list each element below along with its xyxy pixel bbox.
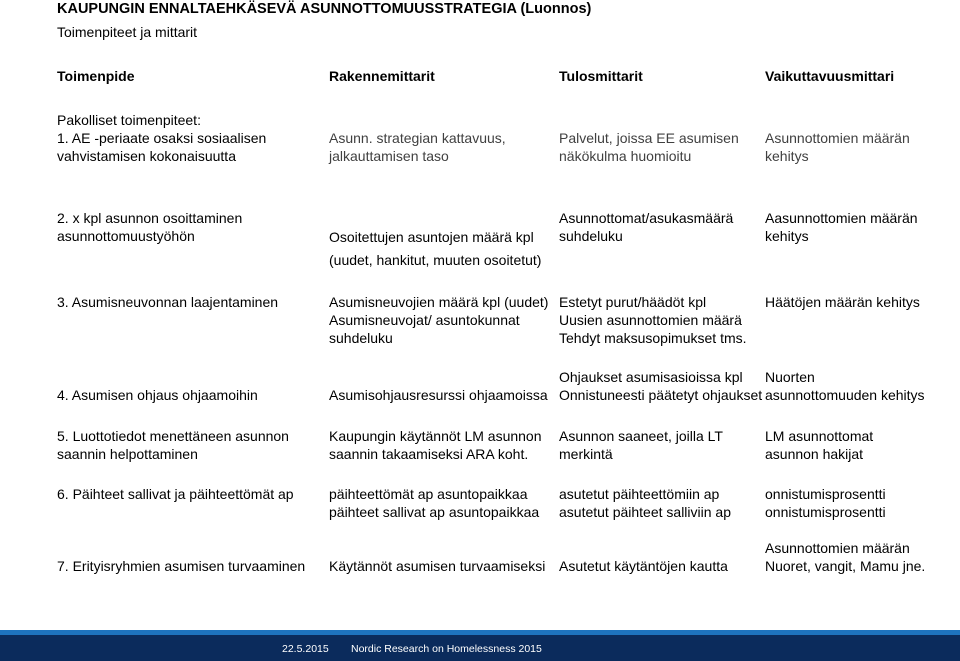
row3-action-line1: 3. Asumisneuvonnan laajentaminen (57, 294, 279, 310)
row5-result-line1: Asunnon saaneet, joilla LT (559, 428, 723, 444)
header-tulosmittarit: Tulosmittarit (559, 68, 643, 84)
row2-action-line1: 2. x kpl asunnon osoittaminen (57, 210, 243, 226)
row5-structure-line2: saannin takaamiseksi ARA koht. (329, 446, 529, 462)
row1-impact-line2: kehitys (765, 148, 809, 164)
row1-structure-line1: Asunn. strategian kattavuus, (329, 130, 506, 146)
row2-result-line1: Asunnottomat/asukasmäärä (559, 210, 734, 226)
row2-action-line2: asunnottomuustyöhön (57, 228, 195, 244)
page-subtitle: Toimenpiteet ja mittarit (57, 24, 198, 40)
row7-structure-line1: Käytännöt asumisen turvaamiseksi (329, 558, 546, 574)
row4-impact-line1: Nuorten (765, 369, 815, 385)
header-rakennemittarit: Rakennemittarit (329, 68, 435, 84)
row6-impact-line1: onnistumisprosentti (765, 486, 886, 502)
row6-action-line1: 6. Päihteet sallivat ja päihteettömät ap (57, 486, 294, 502)
row6-result-line2: asutetut päihteet salliviin ap (559, 504, 731, 520)
row7-result-line1: Asutetut käytäntöjen kautta (559, 558, 728, 574)
header-toimenpide: Toimenpide (57, 68, 135, 84)
row3-structure-line2: Asumisneuvojat/ asuntokunnat (329, 312, 520, 328)
header-vaikuttavuusmittari: Vaikuttavuusmittari (765, 68, 895, 84)
row1-result-line1: Palvelut, joissa EE asumisen (559, 130, 739, 146)
row6-structure-line1: päihteettömät ap asuntopaikkaa (329, 486, 528, 502)
footer-event: Nordic Research on Homelessness 2015 (351, 643, 542, 655)
footer-date: 22.5.2015 (282, 643, 329, 655)
row3-structure-line3: suhdeluku (329, 330, 393, 346)
row2-impact-line2: kehitys (765, 228, 809, 244)
section-label: Pakolliset toimenpiteet: (57, 112, 201, 128)
row2-structure-line2: (uudet, hankitut, muuten osoitetut) (329, 252, 542, 268)
row5-impact-line1: LM asunnottomat (765, 428, 874, 444)
row6-structure-line2: päihteet sallivat ap asuntopaikkaa (329, 504, 540, 520)
row4-result-line2: Onnistuneesti päätetyt ohjaukset (559, 387, 763, 403)
row2-impact-line1: Aasunnottomien määrän (765, 210, 918, 226)
row1-impact-line1: Asunnottomien määrän (765, 130, 910, 146)
row6-result-line1: asutetut päihteettömiin ap (559, 486, 720, 502)
row1-action-line2: vahvistamisen kokonaisuutta (57, 148, 236, 164)
row6-impact-line2: onnistumisprosentti (765, 504, 886, 520)
row7-impact-line2: Nuoret, vangit, Mamu jne. (765, 558, 926, 574)
row3-impact-line1: Häätöjen määrän kehitys (765, 294, 920, 310)
row3-result-line1: Estetyt purut/häädöt kpl (559, 294, 707, 310)
page-title: KAUPUNGIN ENNALTAEHKÄSEVÄ ASUNNOTTOMUUSSTRATEGIA (Luonnos) (57, 1, 592, 17)
row5-result-line2: merkintä (559, 446, 613, 462)
row3-result-line2: Uusien asunnottomien määrä (559, 312, 742, 328)
row1-result-line2: näkökulma huomioitu (559, 148, 692, 164)
row5-action-line2: saannin helpottaminen (57, 446, 198, 462)
row4-structure-line1: Asumisohjausresurssi ohjaamoissa (329, 387, 548, 403)
row4-action-line1: 4. Asumisen ohjaus ohjaamoihin (57, 387, 258, 403)
row5-structure-line1: Kaupungin käytännöt LM asunnon (329, 428, 542, 444)
row1-action-line1: 1. AE -periaate osaksi sosiaalisen (57, 130, 267, 146)
row5-action-line1: 5. Luottotiedot menettäneen asunnon (57, 428, 289, 444)
row1-structure-line2: jalkauttamisen taso (329, 148, 449, 164)
row5-impact-line2: asunnon hakijat (765, 446, 864, 462)
row4-impact-line2: asunnottomuuden kehitys (765, 387, 925, 403)
row2-result-line2: suhdeluku (559, 228, 623, 244)
row3-structure-line1: Asumisneuvojien määrä kpl (uudet) (329, 294, 549, 310)
row2-structure-line1: Osoitettujen asuntojen määrä kpl (329, 229, 534, 245)
row4-result-line1: Ohjaukset asumisasioissa kpl (559, 369, 743, 385)
row7-impact-line1: Asunnottomien määrän (765, 540, 910, 556)
row3-result-line3: Tehdyt maksusopimukset tms. (559, 330, 747, 346)
row7-action-line1: 7. Erityisryhmien asumisen turvaaminen (57, 558, 306, 574)
